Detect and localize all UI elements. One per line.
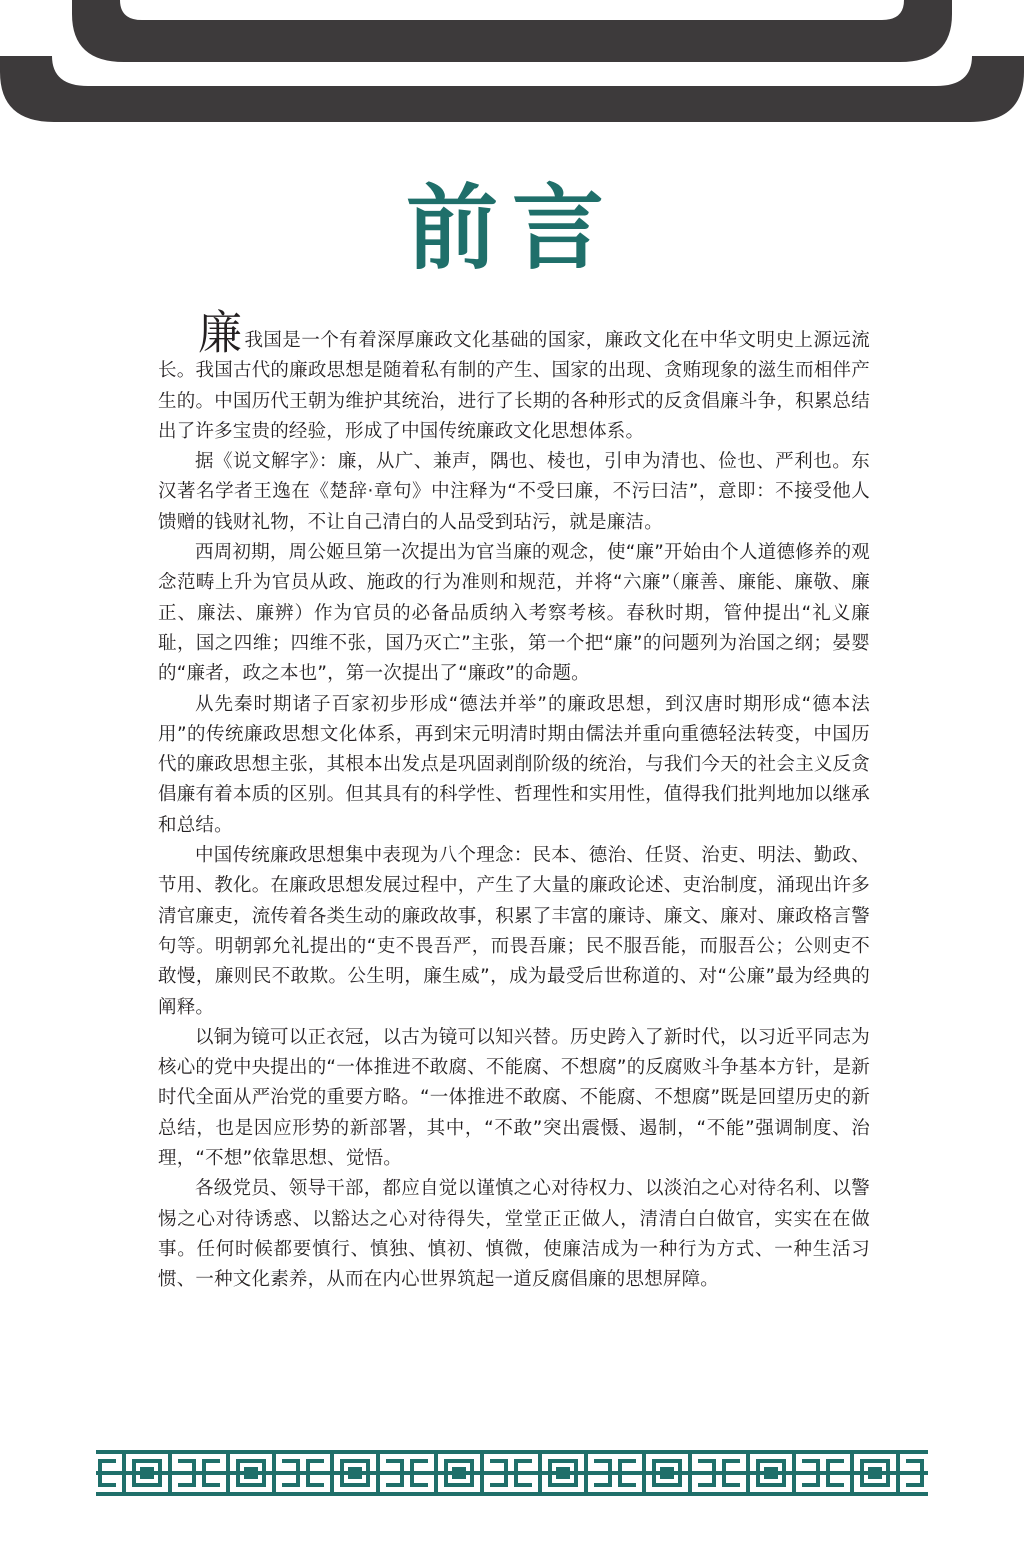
- outer-frame-bar: [0, 56, 1024, 122]
- paragraph-4: 从先秦时期诸子百家初步形成“德法并举”的廉政思想，到汉唐时期形成“德本法用”的传统廉政思想文化体系，再到宋元明清时期由儒法并重向重德轻法转变，中国历代的廉政思想主张，其根本出发点是巩固剥削阶级的统治，与我们今天的社会主义反贪倡廉有着本质的区别。但其具有的科学性、哲理性和实用性，值得我们批判地加以继承和总结。: [158, 693, 870, 836]
- inner-frame-bar: [72, 0, 952, 62]
- fret-pattern-border: [96, 1450, 928, 1496]
- paragraph-text: 我国是一个有着深厚廉政文化基础的国家，廉政文化在中华文明史上源远流长。我国古代的廉政思想是随着私有制的产生、国家的出现、贪贿现象的滋生而相伴产生的。中国历代王朝为维护其统治，进行了长期的各种形式的反贪倡廉斗争，积累总结出了许多宝贵的经验，形成了中国传统廉政文化思想体系。: [158, 330, 870, 442]
- paragraph-7: 各级党员、领导干部，都应自觉以谨慎之心对待权力、以淡泊之心对待名利、以警惕之心对待诱惑、以豁达之心对待得失，堂堂正正做人，清清白白做官，实实在在做事。任何时候都要慎行、慎独、慎初、慎微，使廉洁成为一种行为方式、一种生活习惯、一种文化素养，从而在内心世界筑起一道反腐倡廉的思想屏障。: [158, 1178, 870, 1291]
- preface-body: [158, 300, 870, 1296]
- paragraph-3: 西周初期，周公姬旦第一次提出为官当廉的观念，使“廉”开始由个人道德修养的观念范畴上升为官员从政、施政的行为准则和规范，并将“六廉”（廉善、廉能、廉敬、廉正、廉法、廉辨）作为官员的必备品质纳入考察考核。春秋时期，管仲提出“礼义廉耻，国之四维；四维不张，国乃灭亡”主张，第一个把“廉”的问题列为治国之纲；晏婴的“廉者，政之本也”，第一次提出了“廉政”的命题。: [158, 542, 870, 685]
- top-frame-decoration: [0, 0, 1024, 130]
- dropcap-lian: 廉: [198, 306, 243, 361]
- page-title: 前言: [405, 174, 618, 282]
- paragraph-1: [158, 300, 870, 447]
- paragraph-5: 中国传统廉政思想集中表现为八个理念：民本、德治、任贤、治吏、明法、勤政、节用、教化。在廉政思想发展过程中，产生了大量的廉政论述、吏治制度，涌现出许多清官廉吏，流传着各类生动的廉政故事，积累了丰富的廉诗、廉文、廉对、廉政格言警句等。明朝郭允礼提出的“吏不畏吾严，而畏吾廉；民不服吾能，而服吾公；公则吏不敢慢，廉则民不敢欺。公生明，廉生威”，成为最受后世称道的、对“公廉”最为经典的阐释。: [158, 845, 870, 1018]
- paragraph-6: 以铜为镜可以正衣冠，以古为镜可以知兴替。历史跨入了新时代，以习近平同志为核心的党中央提出的“一体推进不敢腐、不能腐、不想腐”的反腐败斗争基本方针，是新时代全面从严治党的重要方略。“一体推进不敢腐、不能腐、不想腐”既是回望历史的新总结，也是因应形势的新部署，其中，“不敢”突出震慑、遏制，“不能”强调制度、治理，“不想”依靠思想、觉悟。: [158, 1026, 870, 1170]
- paragraph-2: 据《说文解字》：廉，从广、兼声，隅也、棱也，引申为清也、俭也、严利也。东汉著名学者王逸在《楚辞·章句》中注释为“不受曰廉，不污曰洁”，意即：不接受他人馈赠的钱财礼物，不让自己清白的人品受到玷污，就是廉洁。: [158, 451, 870, 533]
